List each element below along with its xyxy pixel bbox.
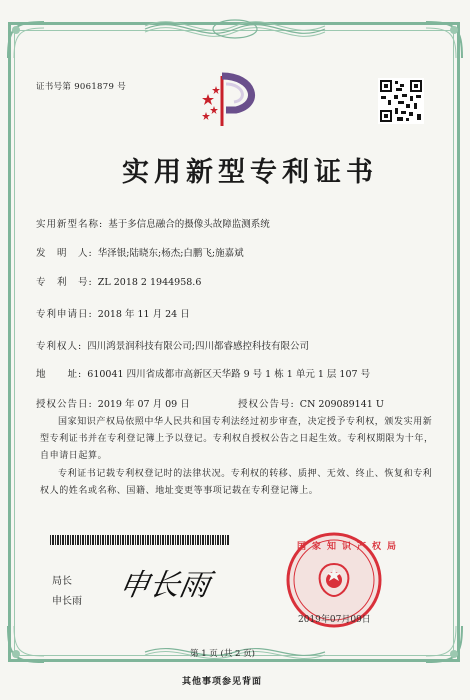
footer-note: 其他事项参见背面 bbox=[182, 677, 263, 687]
inventor-label: 发 明 人: bbox=[36, 248, 93, 259]
address-value: 610041 四川省成都市高新区天华路 9 号 1 栋 1 单元 1 层 107 号 bbox=[87, 369, 371, 380]
patentee-value: 四川鸿景润科技有限公司;四川都睿感控科技有限公司 bbox=[87, 341, 309, 352]
field-patent-number bbox=[36, 270, 201, 289]
field-filing-date bbox=[36, 302, 190, 321]
filing-date-label: 专利申请日: bbox=[36, 309, 93, 320]
cert-no-label: 证书号第 bbox=[36, 82, 72, 92]
handwritten-signature: 申长雨 bbox=[116, 568, 213, 603]
filing-date-value: 2018 年 11 月 24 日 bbox=[97, 309, 190, 320]
corner-ornament-br bbox=[422, 622, 466, 666]
seal-date: 2019年07月09日 bbox=[298, 615, 371, 625]
announce-no-value: CN 209089141 U bbox=[299, 399, 384, 410]
name-value: 基于多信息融合的摄像头故障监测系统 bbox=[108, 219, 270, 230]
announce-no-label: 授权公告号: bbox=[238, 399, 295, 410]
body-paragraph-1: 国家知识产权局依照中华人民共和国专利法经过初步审查，决定授予专利权，颁发实用新型专利证书并在专利登记簿上予以登记。专利权自授权公告之日起生效。专利权期限为十年，自申请日起算。 bbox=[40, 417, 434, 461]
patent-no-label: 专 利 号: bbox=[36, 277, 93, 288]
barcode bbox=[50, 535, 230, 545]
patent-no-value: ZL 2018 2 1944958.6 bbox=[97, 277, 202, 288]
inventor-value: 华泽银;陆晓东;杨杰;白鹏飞;施嘉斌 bbox=[97, 248, 244, 259]
address-label: 地 址: bbox=[36, 369, 83, 380]
director-title: 局长 bbox=[52, 576, 72, 587]
director-name: 申长雨 bbox=[52, 596, 82, 607]
field-announce-date bbox=[36, 392, 190, 411]
cert-no-value: 9061879 bbox=[74, 82, 115, 92]
announce-date-label: 授权公告日: bbox=[36, 399, 93, 410]
field-announce-number bbox=[238, 392, 384, 411]
cnipa-logo bbox=[196, 72, 276, 130]
name-label: 实用新型名称: bbox=[36, 219, 104, 230]
seal-text: 国家知识产权局 bbox=[297, 542, 403, 552]
corner-ornament-bl bbox=[4, 622, 48, 666]
announce-date-value: 2019 年 07 月 09 日 bbox=[97, 399, 190, 410]
field-patentee bbox=[36, 334, 309, 353]
corner-ornament-tr bbox=[422, 18, 466, 62]
field-utility-model-name bbox=[36, 212, 270, 231]
cert-no-suffix: 号 bbox=[117, 82, 127, 92]
certificate-number bbox=[36, 80, 126, 92]
top-ornament bbox=[140, 14, 330, 44]
field-address bbox=[36, 362, 370, 381]
body-paragraph-2: 专利证书记载专利权登记时的法律状况。专利权的转移、质押、无效、终止、恢复和专利权人的姓名或名称、国籍、地址变更等事项记载在专利登记簿上。 bbox=[40, 469, 433, 496]
corner-ornament-tl bbox=[4, 18, 48, 62]
certificate-title: 实用新型专利证书 bbox=[122, 157, 378, 188]
qr-code-icon bbox=[378, 78, 424, 124]
patentee-label: 专利权人: bbox=[36, 341, 83, 352]
page-indicator: 第 1 页 (共 2 页) bbox=[190, 649, 255, 659]
field-inventor bbox=[36, 241, 244, 260]
